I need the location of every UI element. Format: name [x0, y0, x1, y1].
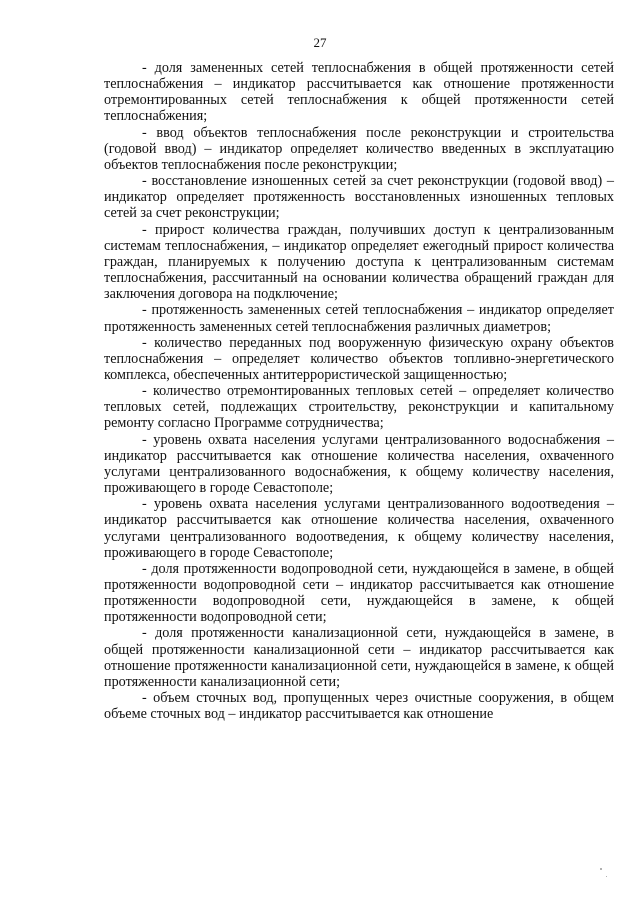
paragraph-water-supply-coverage: - уровень охвата населения услугами централизованного водоснабжения – индикатор рассчитывается как отношение количества населения, охваченного услугами централизованного водоснабжения, к общему количеству населения, проживающего в городе Севастополе; [104, 431, 614, 497]
page-number: 27 [313, 35, 327, 50]
scan-speck [606, 876, 607, 877]
paragraph-treated-wastewater-share: - объем сточных вод, пропущенных через очистные сооружения, в общем объеме сточных вод – индикатор рассчитывается как отношение [104, 690, 614, 723]
document-body [104, 60, 614, 722]
paragraph-sewer-network-replacement-share: - доля протяженности канализационной сети, нуждающейся в замене, в общей протяженности канализационной сети – индикатор рассчитывается как отношение протяженности канализационной сети, нуждающейся в замене, к общей протяженности канализационной сети; [104, 625, 614, 690]
paragraph-guarded-facilities-count: - количество переданных под вооруженную физическую охрану объектов теплоснабжения – определяет количество объектов топливно-энергетического комплекса, обеспеченных антитеррористической защищенностью; [104, 334, 614, 383]
paragraph-sewerage-coverage: - уровень охвата населения услугами централизованного водоотведения – индикатор рассчитывается как отношение количества населения, охваченного услугами централизованного водоотведения, к общему количеству населения, проживающего в городе Севастополе; [104, 496, 614, 561]
paragraph-replaced-networks-length: - протяженность замененных сетей теплоснабжения – индикатор определяет протяженность замененных сетей теплоснабжения различных диаметров; [104, 302, 614, 335]
paragraph-replaced-heat-networks-share: - доля замененных сетей теплоснабжения в общей протяженности сетей теплоснабжения – индикатор рассчитывается как отношение протяженности отремонтированных сетей теплоснабжения к общей протяженности сетей теплоснабжения; [104, 60, 614, 125]
paragraph-water-network-replacement-share: - доля протяженности водопроводной сети, нуждающейся в замене, в общей протяженности водопроводной сети – индикатор рассчитывается как отношение протяженности водопроводной сети, нуждающейся в замене, к общей протяженности водопроводной сети; [104, 560, 614, 626]
paragraph-repaired-networks-count: - количество отремонтированных тепловых сетей – определяет количество тепловых сетей, подлежащих строительству, реконструкции и капитальному ремонту согласно Программе сотрудничества; [104, 383, 614, 432]
paragraph-worn-networks-restoration: - восстановление изношенных сетей за счет реконструкции (годовой ввод) – индикатор определяет протяженность восстановленных изношенных тепловых сетей за счет реконструкции; [104, 173, 614, 222]
paragraph-heat-facilities-commissioning: - ввод объектов теплоснабжения после реконструкции и строительства (годовой ввод) – индикатор определяет количество введенных в эксплуатацию объектов теплоснабжения после реконструкции; [104, 124, 614, 173]
scan-speck [600, 868, 602, 870]
paragraph-citizens-access-growth: - прирост количества граждан, получивших доступ к централизованным системам теплоснабжения, – индикатор определяет ежегодный прирост количества граждан, планируемых к получению доступа к централизованным системам теплоснабжения, рассчитанный на основании количества обращений граждан для заключения договора на подключение; [104, 221, 614, 303]
